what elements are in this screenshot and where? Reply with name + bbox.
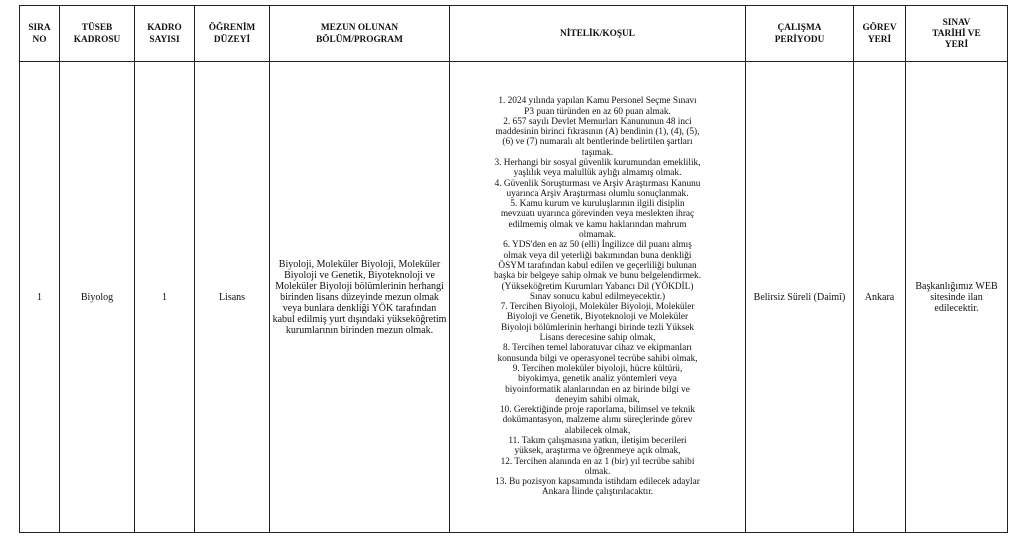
header-sinav-tarihi: SINAV TARİHİ VE YERİ <box>906 6 1008 62</box>
requirement-9: 9. Tercihen moleküler biyoloji, hücre kültürü, biyokimya, genetik analiz yöntemleri veya biyoinformatik alanlarından en az birinde bilgi ve deneyim sahibi olmak, <box>505 363 690 405</box>
position-table <box>19 5 1008 533</box>
requirement-4: 4. Güvenlik Soruşturması ve Arşiv Araştırması Kanunu uyarınca Arşiv Araştırması olumlu sonuçlanmak. <box>494 178 701 199</box>
cell-sinav-tarihi: Başkanlığımız WEB sitesinde ilan edilecektir. <box>906 62 1008 533</box>
header-nitelik-kosul: NİTELİK/KOŞUL <box>450 6 746 62</box>
job-posting-sheet <box>19 5 1007 533</box>
requirement-8: 8. Tercihen temel laboratuvar cihaz ve ekipmanları konusunda bilgi ve operasyonel tecrübe sahibi olmak, <box>497 343 698 364</box>
header-kadro-sayisi: KADRO SAYISI <box>135 6 195 62</box>
header-calisma-periyodu: ÇALIŞMA PERİYODU <box>746 6 854 62</box>
cell-ogrenim-duzeyi: Lisans <box>195 62 270 533</box>
requirement-6: 6. YDS'den en az 50 (elli) İngilizce dil puanı almış olmak veya dil yeterliği bakımından buna denkliği ÖSYM tarafından kabul edilen ve geçerliliği bulunan başka bir belgeye sahip olmak ve bunu belgelendirmek. (Yükseköğretim Kurumları Yabancı Dil (YÖKDİL) Sınav sonucu kabul edilmeyecektir.) <box>493 240 702 302</box>
requirement-10: 10. Gerektiğinde proje raporlama, bilimsel ve teknik dokümantasyon, malzeme alımı süreçlerinde görev alabilecek olmak, <box>499 405 696 436</box>
header-tuseb-kadrosu: TÜSEB KADROSU <box>60 6 135 62</box>
requirement-1: 1. 2024 yılında yapılan Kamu Personel Seçme Sınavı P3 puan türünden en az 60 puan almak. <box>498 96 697 117</box>
header-mezun-bolum: MEZUN OLUNAN BÖLÜM/PROGRAM <box>270 6 450 62</box>
table-row <box>20 62 1008 533</box>
requirement-2: 2. 657 sayılı Devlet Memurları Kanununun 48 inci maddesinin birinci fıkrasının (A) bendinin (1), (4), (5), (6) ve (7) numaralı alt bentlerinde belirtilen şartları taşımak. <box>495 116 700 158</box>
cell-gorev-yeri: Ankara <box>854 62 906 533</box>
header-gorev-yeri: GÖREV YERİ <box>854 6 906 62</box>
header-ogrenim-duzeyi: ÖĞRENİM DÜZEYİ <box>195 6 270 62</box>
cell-sira-no: 1 <box>20 62 60 533</box>
header-row <box>20 6 1008 62</box>
header-sira-no: SIRA NO <box>20 6 60 62</box>
cell-nitelik-kosul <box>450 62 746 533</box>
cell-tuseb-kadrosu: Biyolog <box>60 62 135 533</box>
requirement-13: 13. Bu pozisyon kapsamında istihdam edilecek adaylar Ankara İlinde çalıştırılacaktır. <box>495 477 700 498</box>
requirement-11: 11. Takım çalışmasına yatkın, iletişim becerileri yüksek, araştırma ve öğrenmeye açık olmak, <box>508 436 687 457</box>
cell-mezun-bolum: Biyoloji, Moleküler Biyoloji, Moleküler Biyoloji ve Genetik, Biyoteknoloji ve Moleküler Biyoloji bölümlerinin herhangi birinden lisans düzeyinde mezun olmak veya bunlara denkliği YÖK tarafından kabul edilmiş yurt dışındaki yükseköğretim kurumlarının birinden mezun olmak. <box>270 62 450 533</box>
cell-kadro-sayisi: 1 <box>135 62 195 533</box>
requirement-12: 12. Tercihen alanında en az 1 (bir) yıl tecrübe sahibi olmak. <box>500 456 695 477</box>
cell-calisma-periyodu: Belirsiz Süreli (Daimî) <box>746 62 854 533</box>
requirement-5: 5. Kamu kurum ve kuruluşlarının ilgili disiplin mevzuatı uyarınca görevinden veya meslekten ihraç edilmemiş olmak ve kamu haklarından mahrum olmamak. <box>500 199 695 241</box>
requirement-3: 3. Herhangi bir sosyal güvenlik kurumundan emeklilik, yaşlılık veya malullük aylığı almamış olmak. <box>494 157 701 179</box>
requirement-7: 7. Tercihen Biyoloji, Moleküler Biyoloji, Moleküler Biyoloji ve Genetik, Biyoteknoloji ve Moleküler Biyoloji bölümlerinin herhangi birinde tezli Yüksek Lisans derecesine sahip olmak, <box>500 302 695 344</box>
